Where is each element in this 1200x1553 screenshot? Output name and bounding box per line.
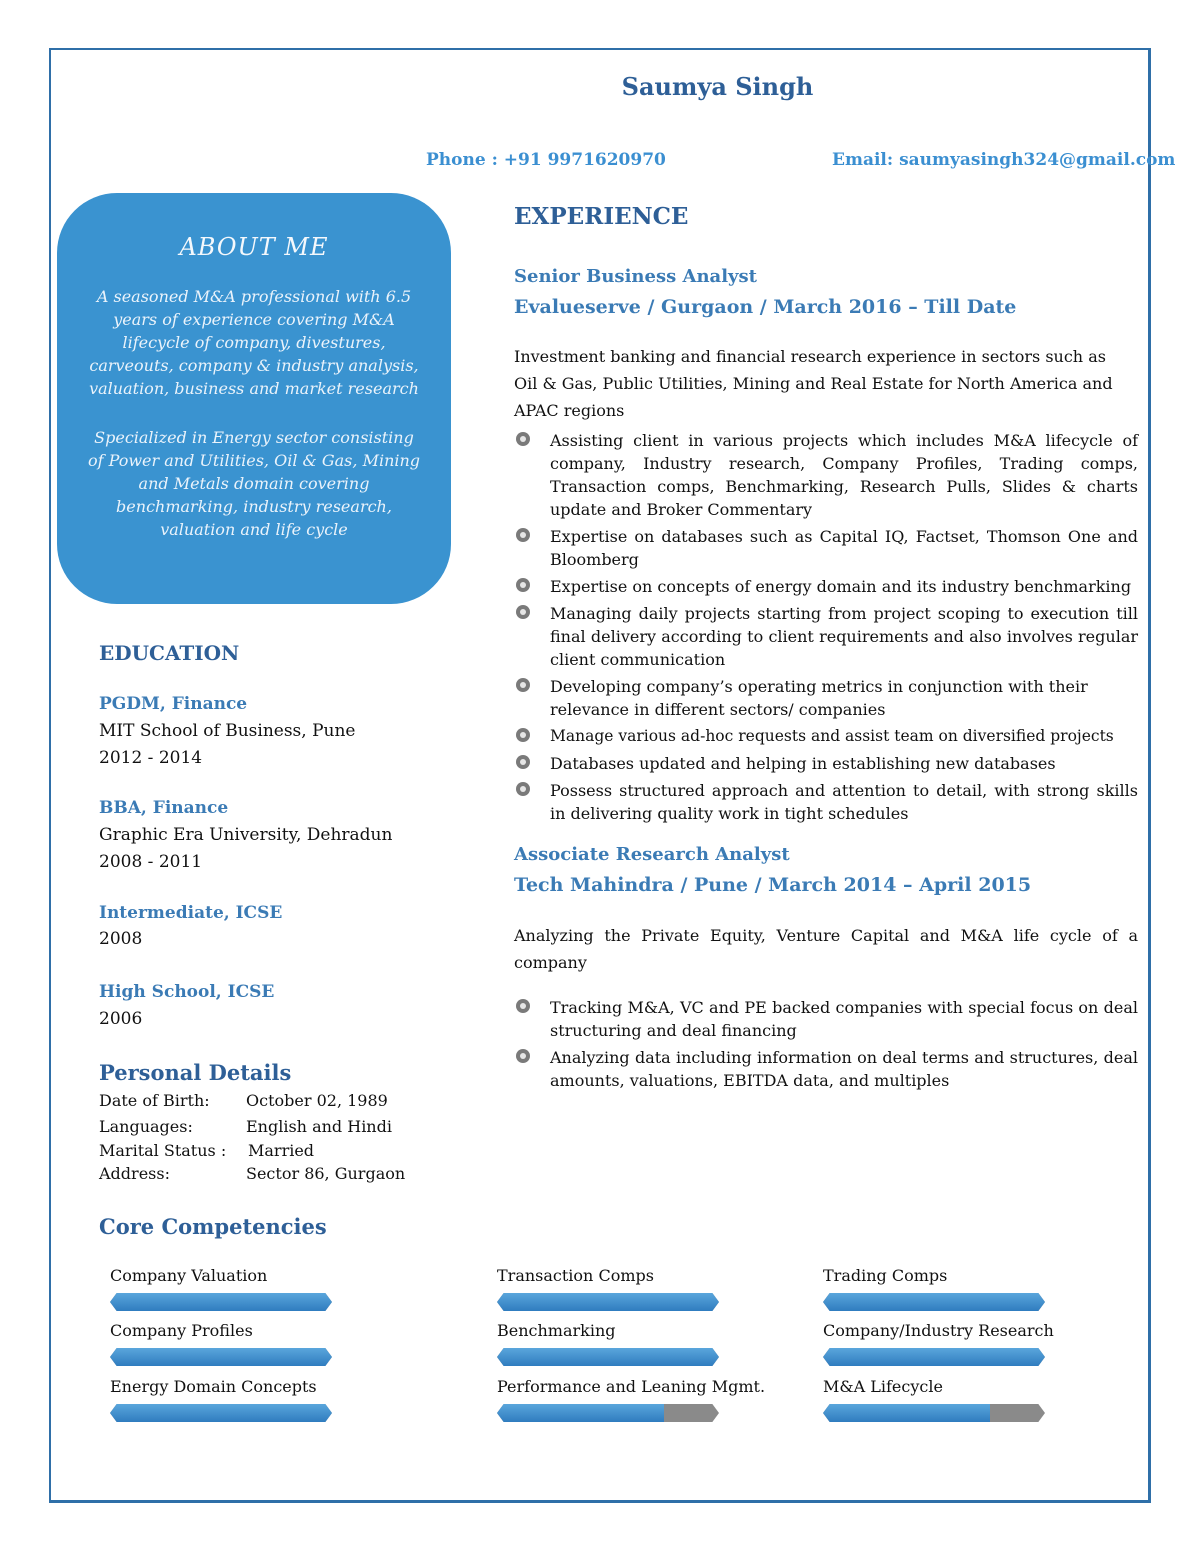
bullet-icon [516,999,530,1013]
list-item: Manage various ad-hoc requests and assist team on diversified projects [514,725,1138,748]
personal-label: Marital Status : [99,1141,227,1160]
competency-bar-fill [110,1293,332,1311]
job-1-summary: Investment banking and financial research experience in sectors such as Oil & Gas, Public Utilities, Mining and Real Estate for North America and APAC regions [514,347,1113,420]
competency-bar [110,1404,332,1422]
competency-label: Performance and Leaning Mgmt. [497,1377,766,1396]
competency-bar [823,1404,1045,1422]
job-2-bullets [514,996,1138,1096]
bullet-icon [516,578,530,592]
competency-bar [497,1293,719,1311]
competency-bar [497,1348,719,1366]
personal-value: Married [248,1141,315,1160]
competency-bar-fill [823,1348,1045,1366]
about-me-paragraph-2: Specialized in Energy sector consisting of Power and Utilities, Oil & Gas, Mining and Metals domain covering benchmarking, industry research, valuation and life cycle [87,428,421,539]
competency-label: Company Valuation [110,1266,268,1285]
bullet-icon [516,528,530,542]
about-me-paragraph-1: A seasoned M&A professional with 6.5 years of experience covering M&A lifecycle of company, divestures, carveouts, company & industry analysis, valuation, business and market research [89,287,419,398]
email-address: Email: saumyasingh324@gmail.com [832,150,1176,170]
competency-bar [823,1348,1045,1366]
job-1-bullets [514,429,1138,829]
competency-bar-fill [497,1404,664,1422]
phone-number: Phone : +91 9971620970 [426,150,666,170]
job-1-role: Senior Business Analyst [514,266,757,287]
bullet-icon [516,432,530,446]
competency-bar-fill [110,1348,332,1366]
personal-label: Date of Birth: [99,1091,210,1110]
bullet-icon [516,728,530,742]
competency-label: Trading Comps [823,1266,948,1285]
personal-value: Sector 86, Gurgaon [246,1164,406,1183]
personal-label: Address: [99,1164,170,1183]
job-1-company: Evalueserve / Gurgaon / March 2016 – Till Date [514,296,1017,318]
competency-bar [110,1348,332,1366]
competency-bar-fill [110,1404,332,1422]
candidate-name: Saumya Singh [621,72,814,101]
competency-bar-fill [497,1348,719,1366]
job-2-role: Associate Research Analyst [514,844,790,865]
list-item: Developing company’s operating metrics in conjunction with their relevance in different sectors/ companies [514,675,1138,721]
education-degree: High School, ICSE [99,982,275,1002]
personal-value: English and Hindi [246,1117,392,1136]
core-competencies-heading: Core Competencies [99,1214,327,1239]
education-school: Graphic Era University, Dehradun [99,825,393,845]
competency-bar-fill [823,1404,990,1422]
bullet-icon [516,755,530,769]
job-2-company: Tech Mahindra / Pune / March 2014 – April 2015 [514,874,1032,896]
competency-label: Benchmarking [497,1321,616,1340]
list-item: Assisting client in various projects which includes M&A lifecycle of company, Industry research, Company Profiles, Trading comps, Transaction comps, Benchmarking, Research Pulls, Slides & charts update and Broker Commentary [514,429,1138,521]
bullet-icon [516,678,530,692]
about-me-title: ABOUT ME [179,233,329,261]
bullet-icon [516,782,530,796]
education-school: MIT School of Business, Pune [99,721,356,741]
education-years: 2006 [99,1009,143,1029]
competency-bar [110,1293,332,1311]
competency-bar [823,1293,1045,1311]
list-item: Expertise on databases such as Capital IQ, Factset, Thomson One and Bloomberg [514,525,1138,571]
list-item: Possess structured approach and attention to detail, with strong skills in delivering quality work in tight schedules [514,779,1138,825]
personal-value: October 02, 1989 [246,1091,388,1110]
education-degree: Intermediate, ICSE [99,903,283,923]
bullet-icon [516,1049,530,1063]
list-item: Analyzing data including information on deal terms and structures, deal amounts, valuations, EBITDA data, and multiples [514,1046,1138,1092]
competency-bar-fill [823,1293,1045,1311]
education-degree: PGDM, Finance [99,694,248,714]
experience-heading: EXPERIENCE [514,203,689,230]
competency-bar-fill [497,1293,719,1311]
competency-label: M&A Lifecycle [823,1377,943,1396]
about-me-card [57,193,451,604]
list-item: Expertise on concepts of energy domain and its industry benchmarking [514,575,1138,598]
list-item: Databases updated and helping in establishing new databases [514,752,1138,775]
education-degree: BBA, Finance [99,798,229,818]
personal-details-heading: Personal Details [99,1060,292,1085]
education-years: 2012 - 2014 [99,748,203,768]
competency-label: Company Profiles [110,1321,253,1340]
competency-label: Transaction Comps [497,1266,654,1285]
personal-label: Languages: [99,1117,193,1136]
list-item: Managing daily projects starting from project scoping to execution till final delivery according to client requirements and also involves regular client communication [514,602,1138,671]
education-years: 2008 - 2011 [99,852,203,872]
competency-bar [497,1404,719,1422]
bullet-icon [516,605,530,619]
competency-label: Energy Domain Concepts [110,1377,317,1396]
education-heading: EDUCATION [99,641,240,665]
list-item: Tracking M&A, VC and PE backed companies with special focus on deal structuring and deal financing [514,996,1138,1042]
job-2-summary: Analyzing the Private Equity, Venture Capital and M&A life cycle of a company [514,926,1138,972]
competency-label: Company/Industry Research [823,1321,1054,1340]
education-years: 2008 [99,929,143,949]
